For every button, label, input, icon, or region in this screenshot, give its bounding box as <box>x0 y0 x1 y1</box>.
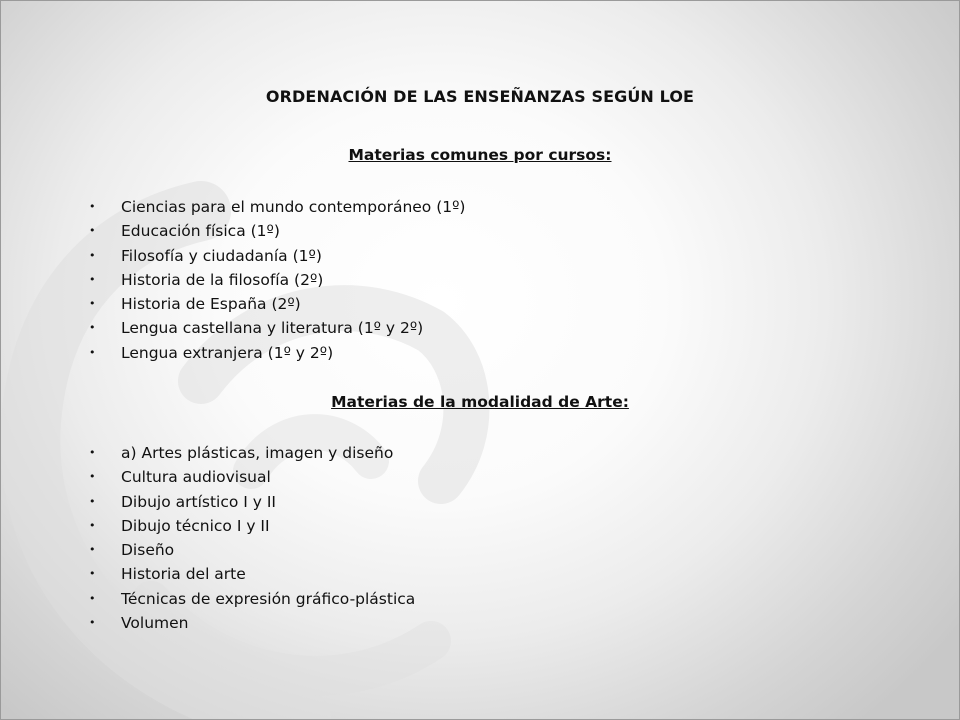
bullet-icon: • <box>89 297 96 311</box>
list-item-text: Lengua castellana y literatura (1º y 2º) <box>121 319 424 338</box>
list-item <box>89 441 415 465</box>
list-item-text: a) Artes plásticas, imagen y diseño <box>121 444 394 462</box>
list-item <box>89 341 465 365</box>
list-item <box>89 465 415 489</box>
list-item-text: Historia del arte <box>121 565 246 584</box>
bullet-icon: • <box>89 470 96 484</box>
bullet-icon: • <box>89 567 96 581</box>
list-item-text: Educación física (1º) <box>121 222 280 241</box>
bullet-icon: • <box>89 321 96 335</box>
list-item-text: Diseño <box>121 541 175 560</box>
bullet-icon: • <box>89 224 96 238</box>
slide-title: ORDENACIÓN DE LAS ENSEÑANZAS SEGÚN LOE <box>265 87 695 106</box>
bullet-icon: • <box>89 591 96 605</box>
list-item <box>89 244 465 268</box>
list-item <box>89 219 465 243</box>
list-item-text: Dibujo técnico I y II <box>121 516 270 535</box>
list-item-text: Ciencias para el mundo contemporáneo (1º) <box>121 198 466 216</box>
bullet-icon: • <box>89 543 96 557</box>
slide-content <box>1 1 959 719</box>
bullet-icon: • <box>89 345 96 359</box>
list-item-text: Cultura audiovisual <box>121 468 271 487</box>
list-item <box>89 611 415 635</box>
common-subjects-list <box>89 195 465 365</box>
list-item-text: Dibujo artístico I y II <box>121 492 277 511</box>
list-item-text: Volumen <box>121 614 189 633</box>
art-subjects-list <box>89 441 415 635</box>
bullet-icon: • <box>89 272 96 286</box>
list-item <box>89 562 415 586</box>
list-item <box>89 316 465 340</box>
list-item <box>89 538 415 562</box>
list-item <box>89 490 415 514</box>
list-item <box>89 268 465 292</box>
bullet-icon: • <box>89 200 96 213</box>
section-heading-common-subjects: Materias comunes por cursos: <box>348 146 612 164</box>
list-item <box>89 195 465 219</box>
list-item <box>89 292 465 316</box>
list-item-text: Filosofía y ciudadanía (1º) <box>121 246 322 265</box>
list-item <box>89 514 415 538</box>
list-item <box>89 587 415 611</box>
bullet-icon: • <box>89 248 96 262</box>
bullet-icon: • <box>89 494 96 508</box>
list-item-text: Lengua extranjera (1º y 2º) <box>121 343 334 362</box>
section-heading-art-subjects: Materias de la modalidad de Arte: <box>331 393 629 411</box>
list-item-text: Técnicas de expresión gráfico-plástica <box>121 589 416 608</box>
bullet-icon: • <box>89 616 96 630</box>
bullet-icon: • <box>89 518 96 532</box>
list-item-text: Historia de la filosofía (2º) <box>121 270 324 289</box>
bullet-icon: • <box>89 446 96 459</box>
list-item-text: Historia de España (2º) <box>121 295 301 314</box>
